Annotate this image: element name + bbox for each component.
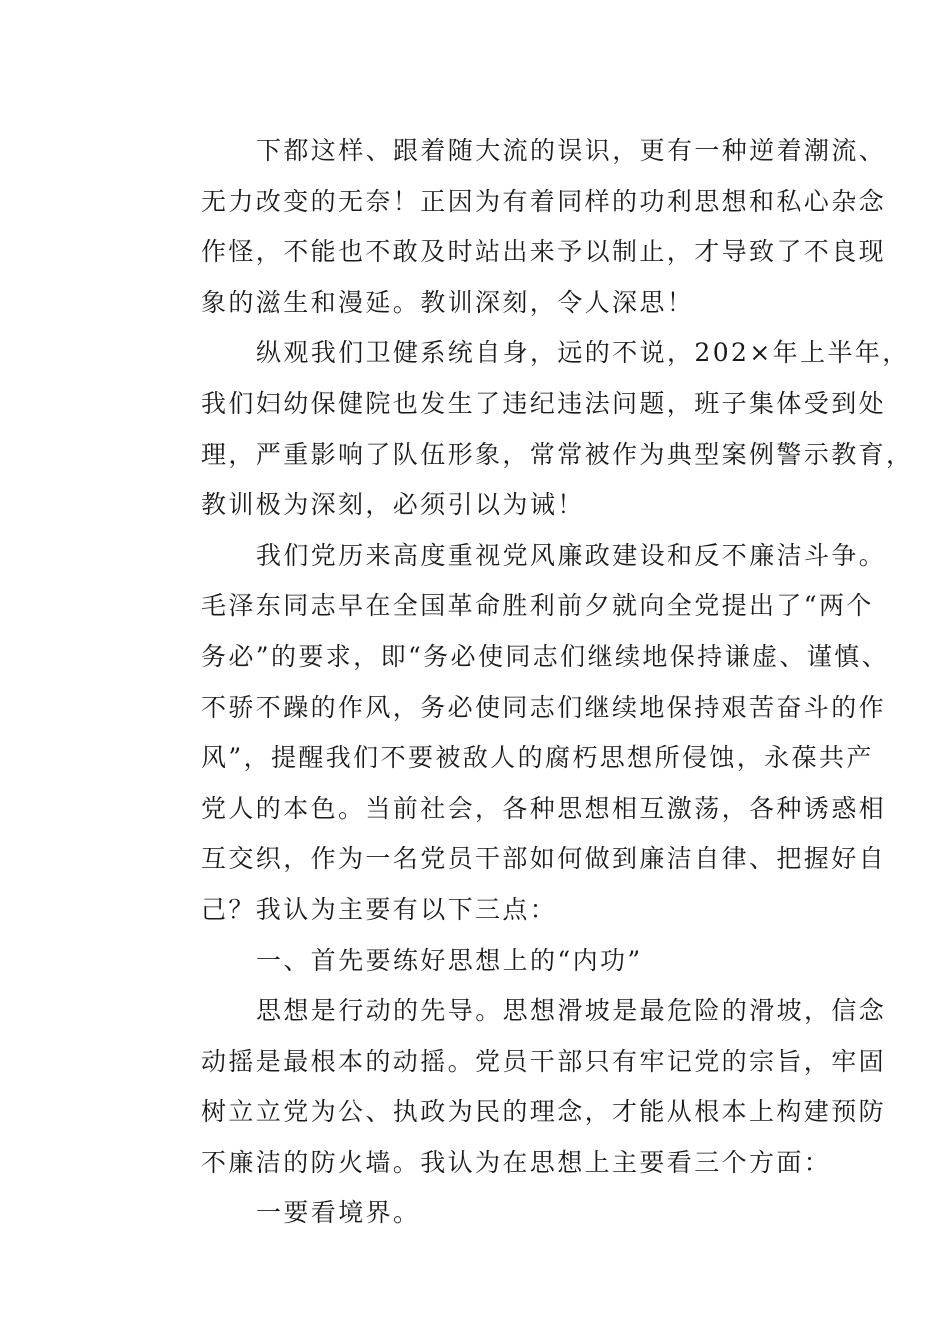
subheading-realm xyxy=(146,1188,806,1239)
text-line: 思想是行动的先导。思想滑坡是最危险的滑坡，信念 xyxy=(256,996,887,1026)
text-line: 我们妇幼保健院也发生了违纪违法问题，班子集体受到处 xyxy=(201,388,887,418)
paragraph-conformity-lesson xyxy=(146,126,887,328)
text-line: 作怪，不能也不敢及时站出来予以制止，才导致了不良现 xyxy=(201,237,887,267)
text-line: 树立立党为公、执政为民的理念，才能从根本上构建预防 xyxy=(201,1097,887,1127)
text-line: 互交织，作为一名党员干部如何做到廉洁自律、把握好自 xyxy=(201,844,887,874)
text-line: 纵观我们卫健系统自身，远的不说，202×年上半年， xyxy=(256,338,910,368)
text-line: 一要看境界。 xyxy=(256,1198,421,1228)
text-line: 无力改变的无奈！正因为有着同样的功利思想和私心杂念 xyxy=(201,186,887,216)
text-line: 下都这样、跟着随大流的误识，更有一种逆着潮流、 xyxy=(256,136,887,165)
text-line: 党人的本色。当前社会，各种思想相互激荡，各种诱惑相 xyxy=(201,793,887,823)
heading-line: 一、首先要练好思想上的“内功” xyxy=(256,945,643,975)
text-line: 象的滋生和漫延。教训深刻，令人深思！ xyxy=(201,287,695,317)
paragraph-thought-first xyxy=(146,986,887,1188)
paragraph-party-history xyxy=(146,531,889,936)
text-line: 毛泽东同志早在全国革命胜利前夕就向全党提出了“两个 xyxy=(201,591,874,621)
text-line: 动摇是最根本的动摇。党员干部只有牢记党的宗旨，牢固 xyxy=(201,1046,887,1076)
section-heading-1 xyxy=(146,936,806,987)
text-line: 不廉洁的防火墙。我认为在思想上主要看三个方面： xyxy=(201,1147,832,1177)
text-line: 不骄不躁的作风，务必使同志们继续地保持艰苦奋斗的作 xyxy=(201,692,887,722)
text-line: 务必”的要求，即“务必使同志们继续地保持谦虚、谨慎、 xyxy=(201,641,889,671)
text-line: 风”，提醒我们不要被敌人的腐朽思想所侵蚀，永葆共产 xyxy=(201,743,874,773)
text-line: 教训极为深刻，必须引以为诫！ xyxy=(201,490,585,520)
text-line: 我们党历来高度重视党风廉政建设和反不廉洁斗争。 xyxy=(256,540,887,570)
text-line: 理，严重影响了队伍形象，常常被作为典型案例警示教育， xyxy=(201,439,914,469)
text-line: 己？我认为主要有以下三点： xyxy=(201,894,558,924)
body-text xyxy=(146,126,914,1239)
paragraph-health-system-review xyxy=(146,328,914,530)
